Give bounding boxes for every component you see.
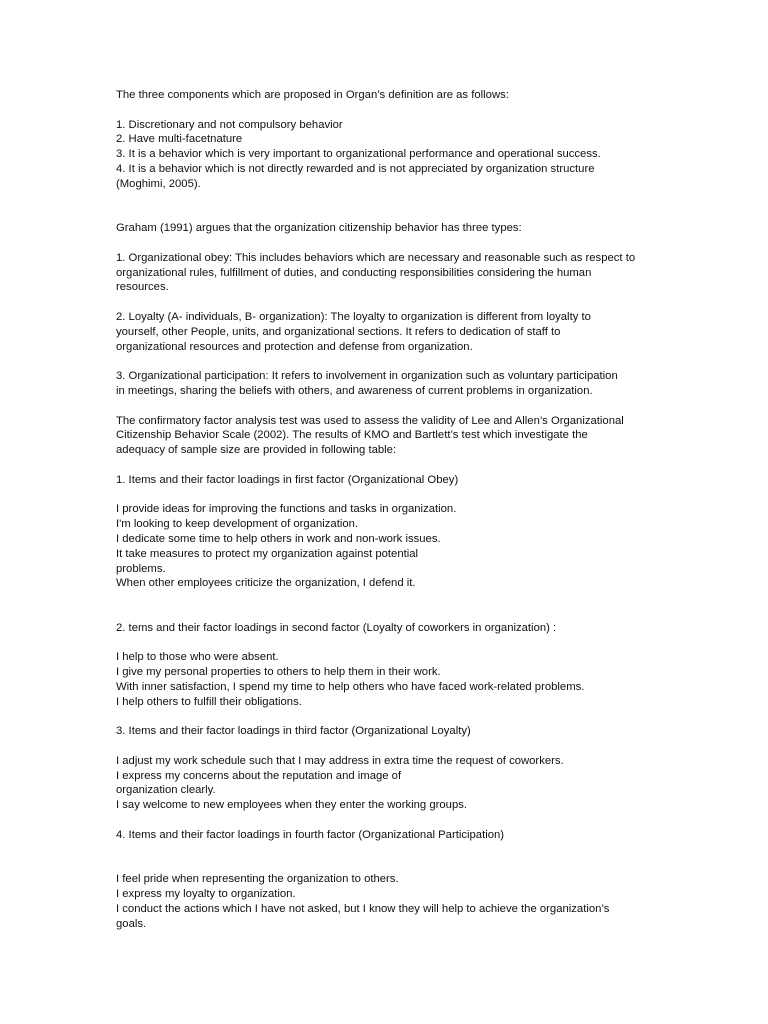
list-item: I adjust my work schedule such that I may address in extra time the request of coworkers.	[116, 754, 564, 767]
paragraph-line: organizational resources and protection and defense from organization.	[116, 340, 473, 353]
factor3-items	[116, 754, 656, 813]
list-item: 2. Have multi-facetnature	[116, 133, 243, 146]
factor1-items	[116, 502, 656, 591]
cfa-paragraph	[116, 414, 656, 458]
list-item: I'm looking to keep development of organization.	[116, 518, 359, 531]
intro-paragraph: The three components which are proposed in Organ’s definition are as follows:	[116, 89, 509, 101]
factor2-items	[116, 650, 656, 709]
paragraph-line: 3. Organizational participation: It refers to involvement in organization such as voluntary participation	[116, 370, 618, 383]
type-organizational-obey	[116, 251, 656, 295]
list-item: (Moghimi, 2005).	[116, 177, 201, 190]
paragraph-line: yourself, other People, units, and organizational sections. It refers to dedication of staff to	[116, 325, 561, 338]
type-organizational-participation	[116, 369, 656, 399]
list-item: goals.	[116, 917, 147, 930]
paragraph-line: Citizenship Behavior Scale (2002). The results of KMO and Bartlett’s test which investigate the	[116, 429, 588, 442]
list-item: I help others to fulfill their obligations.	[116, 695, 302, 708]
graham-intro: Graham (1991) argues that the organization citizenship behavior has three types:	[116, 222, 522, 235]
paragraph-line: in meetings, sharing the beliefs with others, and awareness of current problems in organization.	[116, 384, 593, 397]
paragraph-line: organizational rules, fulfillment of duties, and conducting responsibilities considering the human	[116, 266, 592, 279]
paragraph-line: 1. Organizational obey: This includes behaviors which are necessary and reasonable such as respect to	[116, 251, 636, 264]
paragraph-line: The confirmatory factor analysis test was used to assess the validity of Lee and Allen’s Organizational	[116, 414, 624, 427]
factor1-heading: 1. Items and their factor loadings in first factor (Organizational Obey)	[116, 473, 459, 486]
list-item: When other employees criticize the organization, I defend it.	[116, 577, 416, 590]
list-item: problems.	[116, 562, 166, 575]
list-item: I feel pride when representing the organization to others.	[116, 873, 399, 886]
paragraph-line: resources.	[116, 281, 169, 294]
components-list	[116, 118, 656, 192]
list-item: I give my personal properties to others to help them in their work.	[116, 666, 441, 679]
list-item: I express my loyalty to organization.	[116, 888, 296, 901]
list-item: I help to those who were absent.	[116, 651, 279, 664]
type-loyalty	[116, 310, 656, 354]
list-item: 1. Discretionary and not compulsory behavior	[116, 118, 343, 131]
list-item: With inner satisfaction, I spend my time to help others who have faced work-related problems.	[116, 680, 585, 693]
list-item: I dedicate some time to help others in work and non-work issues.	[116, 532, 441, 545]
list-item: 4. It is a behavior which is not directly rewarded and is not appreciated by organization structure	[116, 162, 595, 175]
list-item: I conduct the actions which I have not asked, but I know they will help to achieve the organization’s	[116, 902, 610, 915]
list-item: I provide ideas for improving the functions and tasks in organization.	[116, 503, 457, 516]
factor4-heading: 4. Items and their factor loadings in fourth factor (Organizational Participation)	[116, 828, 505, 841]
factor2-heading: 2. tems and their factor loadings in second factor (Loyalty of coworkers in organization) :	[116, 621, 557, 634]
list-item: I express my concerns about the reputation and image of	[116, 769, 402, 782]
list-item: It take measures to protect my organization against potential	[116, 547, 419, 560]
list-item: I say welcome to new employees when they enter the working groups.	[116, 799, 468, 812]
document-page	[116, 88, 656, 931]
list-item: organization clearly.	[116, 784, 216, 797]
list-item: 3. It is a behavior which is very important to organizational performance and operational success.	[116, 148, 601, 161]
factor3-heading: 3. Items and their factor loadings in third factor (Organizational Loyalty)	[116, 725, 471, 738]
paragraph-line: 2. Loyalty (A- individuals, B- organization): The loyalty to organization is different from loyalty to	[116, 310, 591, 323]
paragraph-line: adequacy of sample size are provided in following table:	[116, 444, 397, 457]
factor4-items	[116, 872, 656, 931]
